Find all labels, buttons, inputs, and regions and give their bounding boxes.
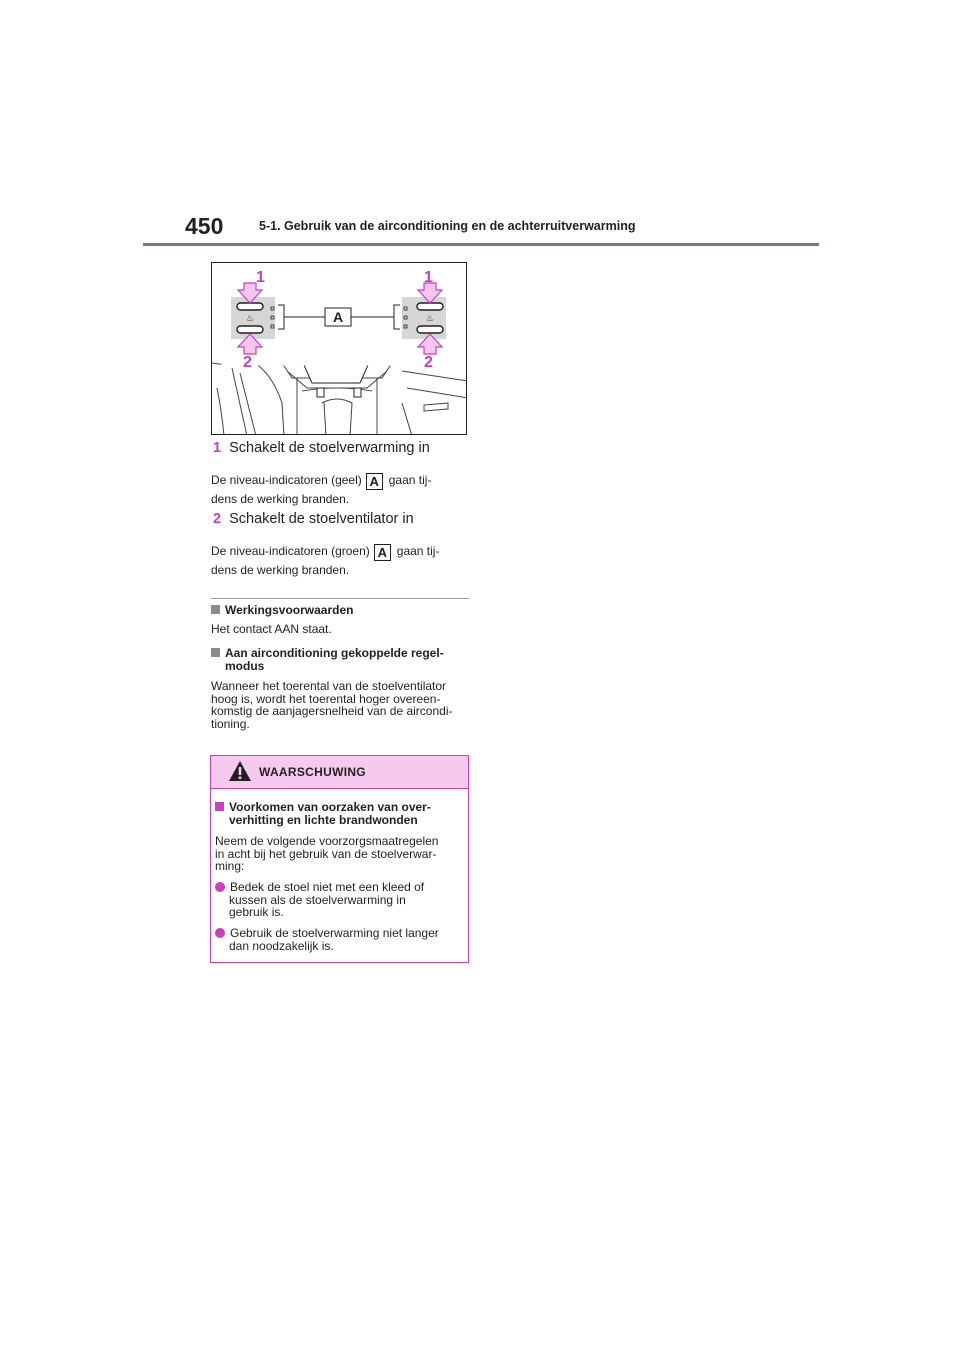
warning-title: WAARSCHUWING — [259, 765, 366, 779]
round-bullet-icon — [215, 882, 225, 892]
callout-2-left: 2 — [243, 354, 252, 371]
callout-1-right: 1 — [424, 269, 433, 286]
warning-bullet-line: gebruik is. — [229, 905, 284, 919]
page-number: 450 — [185, 213, 224, 239]
note-2-body-line: hoog is, wordt het toerental hoger overeen- — [211, 691, 441, 706]
step-1-text: Schakelt de stoelverwarming in — [229, 440, 430, 456]
callout-2-right: 2 — [424, 354, 433, 371]
step-2-desc-after: gaan tij- — [396, 544, 440, 558]
note-2-body — [211, 680, 469, 730]
section-title: 5-1. Gebruik van de airconditioning en de achterruitverwarming — [259, 219, 636, 233]
right-ventilator-button — [417, 326, 443, 333]
warning-bullet-line: Bedek de stoel niet met een kleed of — [230, 880, 425, 894]
left-seat-icon: ♨ — [245, 314, 255, 324]
left-heater-button — [237, 303, 263, 310]
right-heater-button — [417, 303, 443, 310]
right-seat-icon: ♨ — [425, 314, 435, 324]
warning-intro-line: ming: — [215, 859, 245, 873]
dashboard-drawing — [212, 263, 467, 435]
note-2-heading — [211, 647, 469, 673]
warning-bullet-1 — [215, 881, 463, 919]
warning-bullet-line: kussen als de stoelverwarming in — [229, 892, 406, 907]
step-2-label-a: A — [374, 544, 391, 561]
seat-switch-illustration — [211, 262, 467, 435]
step-2-text: Schakelt de stoelventilator in — [229, 511, 414, 527]
left-switch-small — [317, 388, 324, 397]
label-a: A — [332, 309, 344, 325]
note-1-heading — [211, 604, 469, 617]
step-1-desc-before: De niveau-indicatoren (geel) — [211, 473, 362, 487]
warning-heading-line2: verhitting en lichte brandwonden — [229, 812, 418, 827]
step-2-desc-before: De niveau-indicatoren (groen) — [211, 544, 370, 558]
note-2-heading-line2: modus — [225, 659, 265, 673]
step-1 — [213, 440, 430, 456]
step-1-desc-line2: dens de werking branden. — [211, 492, 350, 506]
note-2-body-line: tioning. — [211, 716, 250, 731]
step-1-number: 1 — [213, 440, 222, 456]
section-divider — [211, 598, 469, 599]
round-bullet-icon — [215, 928, 225, 938]
note-2-body-line: Wanneer het toerental van de stoelventilator — [211, 679, 447, 693]
warning-heading-line1: Voorkomen van oorzaken van over- — [229, 800, 431, 814]
note-2-body-line: komstig de aanjagersnelheid van de aircondi- — [211, 704, 453, 718]
warning-intro-line: Neem de volgende voorzorgsmaatregelen — [215, 834, 439, 848]
square-bullet-icon — [211, 605, 220, 614]
warning-bullet-2 — [215, 927, 463, 952]
step-1-desc-after: gaan tij- — [388, 473, 432, 487]
square-bullet-icon — [215, 802, 224, 811]
warning-heading — [215, 801, 463, 826]
warning-triangle-icon — [228, 760, 252, 782]
note-1-body: Het contact AAN staat. — [211, 622, 332, 636]
step-1-description — [211, 471, 469, 509]
warning-intro-line: in acht bij het gebruik van de stoelverwar- — [215, 846, 437, 861]
header-rule — [143, 243, 819, 246]
center-panel — [304, 365, 368, 383]
step-1-label-a: A — [366, 473, 383, 490]
step-2-desc-line2: dens de werking branden. — [211, 563, 350, 577]
square-bullet-icon — [211, 648, 220, 657]
warning-bullet-line: Gebruik de stoelverwarming niet langer — [230, 926, 439, 940]
note-1-heading-text: Werkingsvoorwaarden — [225, 603, 354, 617]
left-ventilator-button — [237, 326, 263, 333]
callout-1-left: 1 — [256, 269, 265, 286]
warning-box — [210, 755, 469, 963]
warning-intro — [215, 835, 463, 873]
warning-header — [211, 756, 468, 789]
warning-bullet-line: dan noodzakelijk is. — [229, 938, 334, 953]
note-2-heading-line1: Aan airconditioning gekoppelde regel- — [225, 646, 444, 660]
step-2-number: 2 — [213, 511, 222, 527]
step-2 — [213, 511, 414, 527]
step-2-description — [211, 542, 469, 580]
right-switch-small — [354, 388, 361, 397]
